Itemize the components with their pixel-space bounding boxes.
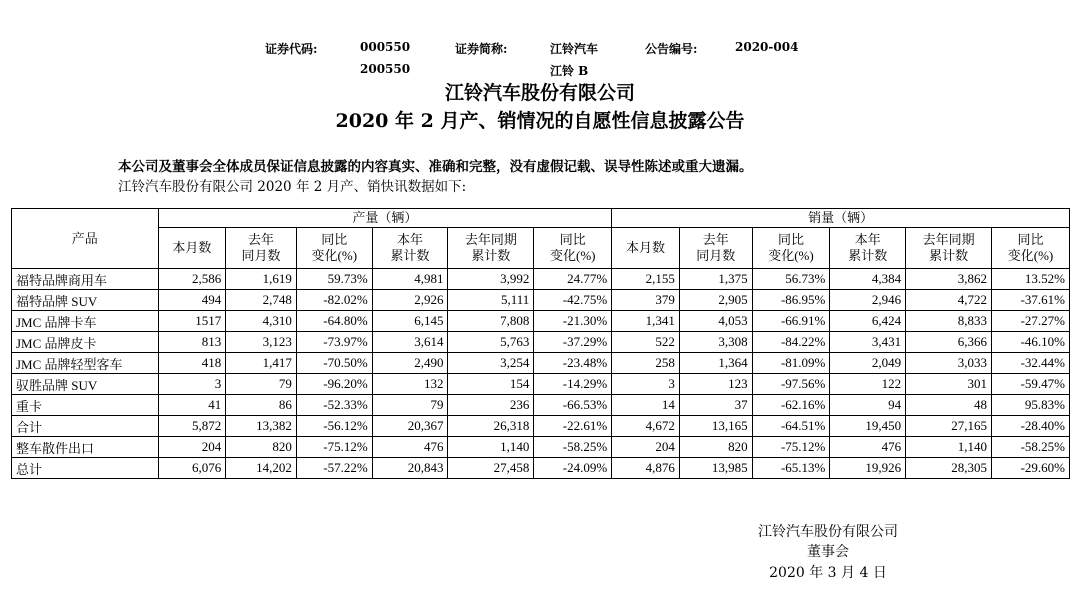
table-row [12,416,1070,437]
production-cell: 494 [158,290,226,311]
product-name: JMC 品牌卡车 [12,311,159,332]
sales-cell: -46.10% [992,332,1070,353]
sales-cell: -59.47% [992,374,1070,395]
production-cell: -66.53% [534,395,612,416]
sales-cell: 2,049 [830,353,906,374]
company-title: 江铃汽车股份有限公司 [444,82,635,104]
security-abbr-b: 江铃 B [550,64,589,78]
production-cell: 79 [226,374,297,395]
sales-cell: -81.09% [752,353,830,374]
production-cell: 41 [158,395,226,416]
table-row [12,332,1070,353]
production-cell: 1,417 [226,353,297,374]
production-cell: 3,254 [448,353,534,374]
sales-cell: -65.13% [752,458,830,479]
sales-subheader [752,228,830,269]
subheader-line: 去年 [702,232,729,247]
table-row [12,458,1070,479]
table-row [12,374,1070,395]
production-cell: -42.75% [534,290,612,311]
subheader-line: 本月数 [625,240,665,255]
subheader-line: 本年 [854,232,881,247]
production-cell: 6,076 [158,458,226,479]
production-cell: 4,981 [372,269,448,290]
sales-cell: 14 [612,395,680,416]
subheader-line: 本月数 [172,240,212,255]
sales-cell: -37.61% [992,290,1070,311]
table-row [12,290,1070,311]
product-header: 产品 [12,209,159,269]
subheader-line: 同月数 [241,248,281,263]
sales-cell: 522 [612,332,680,353]
table-row [12,353,1070,374]
sales-cell: 94 [830,395,906,416]
production-cell: 86 [226,395,297,416]
product-name: JMC 品牌皮卡 [12,332,159,353]
sales-cell: -62.16% [752,395,830,416]
sales-cell: 301 [906,374,992,395]
sales-subheader [906,228,992,269]
sales-cell: 476 [830,437,906,458]
production-cell: 59.73% [296,269,372,290]
announcement-title: 2020 年 2 月产、销情况的自愿性信息披露公告 [335,110,745,132]
production-sales-table [11,208,1070,479]
subheader-line: 累计数 [848,248,888,263]
production-cell: -56.12% [296,416,372,437]
sales-cell: 123 [679,374,752,395]
sales-cell: 3,862 [906,269,992,290]
product-name: JMC 品牌轻型客车 [12,353,159,374]
sales-cell: -64.51% [752,416,830,437]
sales-cell: 19,926 [830,458,906,479]
production-cell: 14,202 [226,458,297,479]
production-subheader [534,228,612,269]
production-subheader [372,228,448,269]
subheader-line: 本年 [397,232,424,247]
production-cell: 26,318 [448,416,534,437]
subheader-line: 累计数 [390,248,430,263]
sales-cell: 204 [612,437,680,458]
production-cell: 3,614 [372,332,448,353]
sales-cell: 122 [830,374,906,395]
product-name: 合计 [12,416,159,437]
production-cell: -22.61% [534,416,612,437]
sales-cell: 13,165 [679,416,752,437]
sales-cell: 56.73% [752,269,830,290]
production-cell: 476 [372,437,448,458]
sales-cell: 27,165 [906,416,992,437]
subheader-line: 去年 [248,232,275,247]
intro-text: 江铃汽车股份有限公司 2020 年 2 月产、销快讯数据如下: [118,179,467,195]
product-name: 总计 [12,458,159,479]
board-statement: 本公司及董事会全体成员保证信息披露的内容真实、准确和完整，没有虚假记载、误导性陈述或重大遗漏。 [118,159,753,175]
production-cell: -82.02% [296,290,372,311]
sales-cell: 8,833 [906,311,992,332]
sales-cell: -29.60% [992,458,1070,479]
sales-cell: -66.91% [752,311,830,332]
sales-cell: 379 [612,290,680,311]
production-cell: 3,123 [226,332,297,353]
production-cell: 20,367 [372,416,448,437]
sales-cell: -86.95% [752,290,830,311]
sales-cell: 1,341 [612,311,680,332]
notice-number-label: 公告编号: [645,42,698,56]
sales-cell: 13,985 [679,458,752,479]
subheader-line: 累计数 [929,248,969,263]
sales-cell: 2,946 [830,290,906,311]
security-abbr-a: 江铃汽车 [550,42,599,56]
table-row [12,437,1070,458]
sub-header-row [12,228,1070,269]
production-cell: 27,458 [448,458,534,479]
table-row [12,395,1070,416]
subheader-line: 同比 [777,232,804,247]
subheader-line: 变化(%) [768,248,814,263]
signature-board: 董事会 [807,544,849,560]
sales-cell: 48 [906,395,992,416]
production-cell: -37.29% [534,332,612,353]
production-cell: -70.50% [296,353,372,374]
table-body [12,269,1070,479]
production-cell: -14.29% [534,374,612,395]
production-cell: -64.80% [296,311,372,332]
sales-subheader [612,228,680,269]
production-cell: -52.33% [296,395,372,416]
subheader-line: 同月数 [696,248,736,263]
sales-cell: 2,905 [679,290,752,311]
sales-cell: 37 [679,395,752,416]
sales-cell: -75.12% [752,437,830,458]
production-cell: 79 [372,395,448,416]
subheader-line: 同比 [559,232,586,247]
production-cell: 204 [158,437,226,458]
security-abbr-label: 证券简称: [455,42,508,56]
production-cell: -75.12% [296,437,372,458]
sales-cell: 820 [679,437,752,458]
subheader-line: 去年同期 [464,232,517,247]
sales-cell: 1,140 [906,437,992,458]
sales-cell: 6,366 [906,332,992,353]
production-cell: 2,926 [372,290,448,311]
sales-cell: 4,384 [830,269,906,290]
production-cell: 2,490 [372,353,448,374]
production-cell: 1517 [158,311,226,332]
production-cell: 3,992 [448,269,534,290]
sales-cell: 3 [612,374,680,395]
sales-cell: 4,722 [906,290,992,311]
signature-company: 江铃汽车股份有限公司 [758,524,898,540]
production-cell: 5,872 [158,416,226,437]
subheader-line: 变化(%) [549,248,596,263]
security-code-a: 000550 [360,40,411,54]
sales-cell: 28,305 [906,458,992,479]
subheader-line: 同比 [1017,232,1044,247]
signature-date: 2020 年 3 月 4 日 [769,565,887,581]
sales-cell: 4,672 [612,416,680,437]
sales-cell: 19,450 [830,416,906,437]
production-cell: -96.20% [296,374,372,395]
production-cell: 7,808 [448,311,534,332]
sales-cell: 258 [612,353,680,374]
sales-cell: -28.40% [992,416,1070,437]
subheader-line: 同比 [321,232,348,247]
production-cell: -23.48% [534,353,612,374]
production-cell: -57.22% [296,458,372,479]
sales-cell: -84.22% [752,332,830,353]
sales-subheader [830,228,906,269]
production-subheader [158,228,226,269]
production-cell: 5,763 [448,332,534,353]
product-name: 整车散件出口 [12,437,159,458]
subheader-line: 变化(%) [1007,248,1054,263]
sales-cell: -32.44% [992,353,1070,374]
sales-cell: -58.25% [992,437,1070,458]
production-cell: 13,382 [226,416,297,437]
production-cell: -21.30% [534,311,612,332]
security-code-label: 证券代码: [265,42,318,56]
sales-cell: 3,308 [679,332,752,353]
production-subheader [448,228,534,269]
sales-cell: 4,053 [679,311,752,332]
production-cell: 418 [158,353,226,374]
product-name: 重卡 [12,395,159,416]
notice-number: 2020-004 [735,40,799,54]
production-cell: 3 [158,374,226,395]
product-name: 福特品牌 SUV [12,290,159,311]
sales-cell: -27.27% [992,311,1070,332]
sales-cell: -97.56% [752,374,830,395]
production-cell: -24.09% [534,458,612,479]
production-cell: 813 [158,332,226,353]
sales-cell: 3,431 [830,332,906,353]
production-header: 产量（辆） [158,209,612,228]
sales-cell: 13.52% [992,269,1070,290]
sales-cell: 1,375 [679,269,752,290]
production-cell: 1,140 [448,437,534,458]
production-cell: 236 [448,395,534,416]
product-name: 福特品牌商用车 [12,269,159,290]
production-cell: 20,843 [372,458,448,479]
production-cell: -73.97% [296,332,372,353]
production-cell: 820 [226,437,297,458]
subheader-line: 变化(%) [311,248,358,263]
product-name: 驭胜品牌 SUV [12,374,159,395]
sales-cell: 3,033 [906,353,992,374]
subheader-line: 累计数 [471,248,511,263]
production-cell: 1,619 [226,269,297,290]
sales-cell: 2,155 [612,269,680,290]
production-cell: 4,310 [226,311,297,332]
sales-cell: 6,424 [830,311,906,332]
production-cell: 154 [448,374,534,395]
subheader-line: 去年同期 [922,232,975,247]
sales-cell: 95.83% [992,395,1070,416]
production-cell: 6,145 [372,311,448,332]
sales-header: 销量（辆） [612,209,1070,228]
production-cell: -58.25% [534,437,612,458]
sales-subheader [679,228,752,269]
production-cell: 5,111 [448,290,534,311]
table-row [12,311,1070,332]
production-subheader [296,228,372,269]
production-cell: 2,586 [158,269,226,290]
sales-cell: 1,364 [679,353,752,374]
production-cell: 2,748 [226,290,297,311]
security-code-b: 200550 [360,62,411,76]
production-subheader [226,228,297,269]
sales-subheader [992,228,1070,269]
production-cell: 132 [372,374,448,395]
sales-cell: 4,876 [612,458,680,479]
production-cell: 24.77% [534,269,612,290]
table-row [12,269,1070,290]
